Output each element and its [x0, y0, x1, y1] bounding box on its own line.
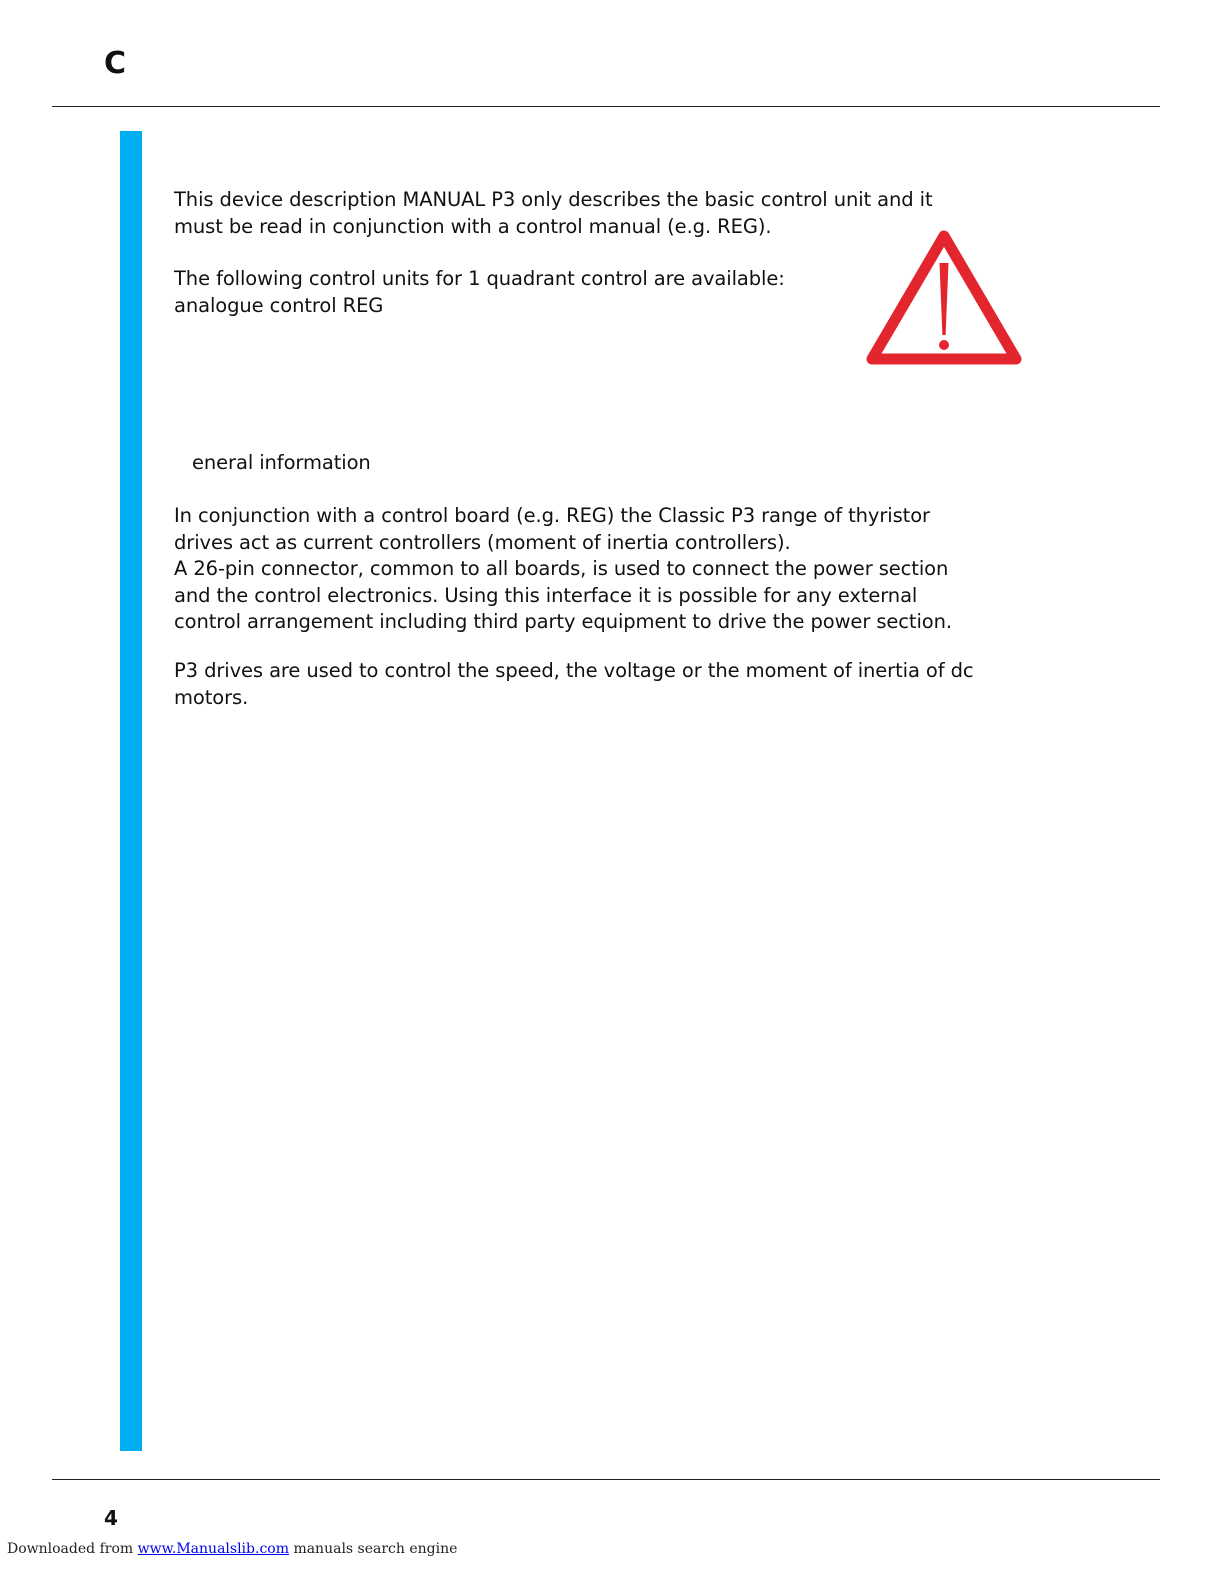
- header-divider: [52, 106, 1160, 107]
- general-info-paragraph: [174, 503, 952, 636]
- section-heading-text: eneral information: [192, 451, 371, 474]
- text-line: motors.: [174, 685, 249, 709]
- footer-suffix: manuals search engine: [293, 1541, 458, 1557]
- text-line: The following control units for 1 quadrant control are available:: [174, 267, 785, 290]
- warning-triangle-icon: [865, 227, 1023, 369]
- section-heading: [192, 450, 371, 477]
- usage-paragraph: [174, 658, 974, 711]
- text-line: drives act as current controllers (moment of inertia controllers).: [174, 530, 791, 554]
- text-line: This device description MANUAL P3 only describes the basic control unit and it: [174, 188, 933, 211]
- manualslib-link[interactable]: www.Manualslib.com: [137, 1541, 289, 1557]
- text-line: A 26-pin connector, common to all boards, is used to connect the power section: [174, 557, 949, 580]
- footer-prefix: Downloaded from: [7, 1541, 134, 1557]
- intro-paragraph: [174, 187, 933, 240]
- download-footer: [7, 1538, 457, 1560]
- page-number: 4: [104, 1506, 118, 1530]
- text-line: In conjunction with a control board (e.g. REG) the Classic P3 range of thyristor: [174, 504, 930, 527]
- text-line: P3 drives are used to control the speed, the voltage or the moment of inertia of dc: [174, 659, 974, 682]
- text-line: analogue control REG: [174, 293, 384, 317]
- side-accent-bar: [120, 131, 142, 1451]
- text-line: must be read in conjunction with a control manual (e.g. REG).: [174, 214, 772, 238]
- chapter-letter: C: [104, 46, 127, 81]
- text-line: and the control electronics. Using this interface it is possible for any external: [174, 583, 918, 607]
- text-line: control arrangement including third party equipment to drive the power section.: [174, 610, 952, 633]
- footer-divider: [52, 1479, 1160, 1480]
- control-units-paragraph: [174, 266, 785, 319]
